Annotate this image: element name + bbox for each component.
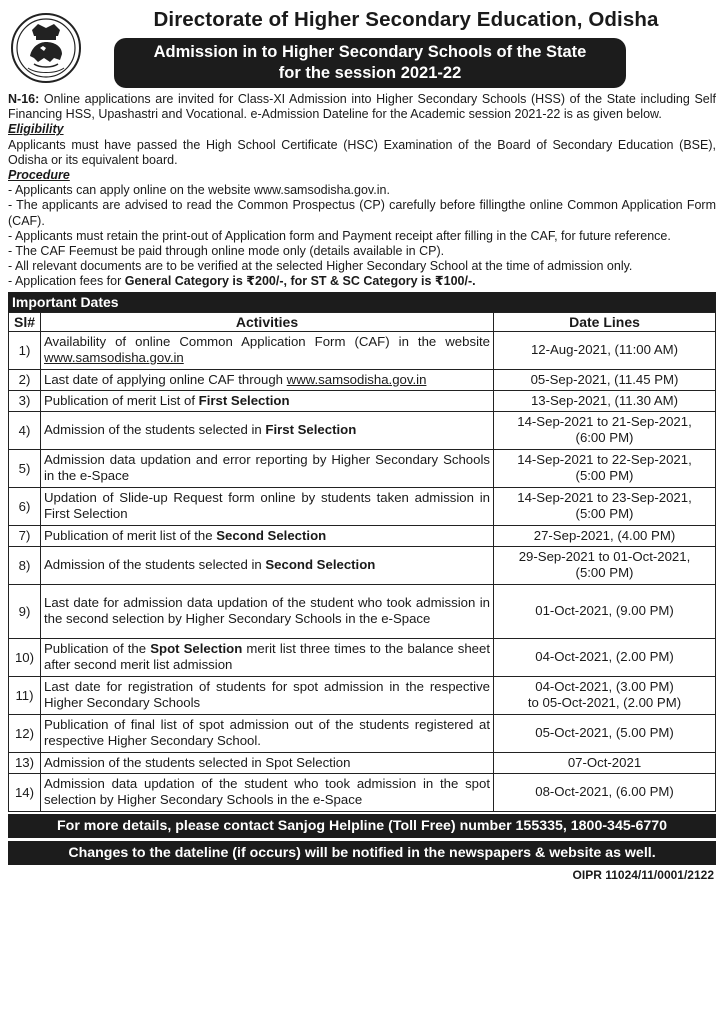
table-row bbox=[9, 369, 716, 390]
dateline-line-2: (5:00 PM) bbox=[575, 468, 634, 484]
activity-text: Publication of merit List of bbox=[44, 392, 199, 408]
important-dates-table bbox=[8, 312, 716, 812]
procedure-heading: Procedure bbox=[8, 168, 70, 183]
row-dateline bbox=[494, 487, 716, 525]
row-activity bbox=[41, 411, 494, 449]
row-activity bbox=[41, 584, 494, 638]
table-row bbox=[9, 584, 716, 638]
dateline-line-2: (5:00 PM) bbox=[575, 565, 634, 581]
dateline-line-2: (5:00 PM) bbox=[575, 506, 634, 522]
table-row bbox=[9, 487, 716, 525]
dateline-line-2: (6:00 PM) bbox=[575, 430, 634, 446]
dateline-line-1: 04-Oct-2021, (3.00 PM) bbox=[535, 679, 674, 695]
table-row bbox=[9, 773, 716, 811]
row-dateline bbox=[494, 546, 716, 584]
row-sl-number: 9) bbox=[9, 584, 41, 638]
procedure-item: - The CAF Feemust be paid through online mode only (details available in CP). bbox=[8, 244, 445, 259]
fees-amounts: General Category is ₹200/-, for ST & SC Category is ₹100/-. bbox=[124, 274, 476, 289]
activity-emphasis: Second Selection bbox=[265, 557, 376, 573]
row-dateline bbox=[494, 411, 716, 449]
dateline-line-1: 04-Oct-2021, (2.00 PM) bbox=[535, 649, 674, 665]
oipr-reference: OIPR 11024/11/0001/2122 bbox=[572, 867, 714, 882]
table-row bbox=[9, 411, 716, 449]
row-dateline bbox=[494, 752, 716, 773]
row-dateline bbox=[494, 584, 716, 638]
dateline-line-1: 27-Sep-2021, (4.00 PM) bbox=[533, 527, 676, 543]
changes-notice-bar: Changes to the dateline (if occurs) will be notified in the newspapers & website as well. bbox=[8, 841, 716, 865]
table-header-row bbox=[9, 312, 716, 331]
dateline-line-1: 14-Sep-2021 to 22-Sep-2021, bbox=[517, 452, 692, 468]
row-activity bbox=[41, 390, 494, 411]
page-title: Directorate of Higher Secondary Education, Odisha bbox=[153, 8, 659, 31]
table-row bbox=[9, 331, 716, 369]
row-dateline bbox=[494, 331, 716, 369]
col-header-activities: Activities bbox=[41, 312, 494, 331]
procedure-item: - Applicants can apply online on the website www.samsodisha.gov.in. bbox=[8, 183, 390, 198]
eligibility-heading: Eligibility bbox=[8, 122, 64, 137]
table-row bbox=[9, 714, 716, 752]
activity-text: Admission data updation and error reporting by Higher Secondary Schools in the e-Space bbox=[44, 452, 490, 484]
dateline-line-1: 12-Aug-2021, (11:00 AM) bbox=[530, 342, 679, 358]
dateline-line-2: to 05-Oct-2021, (2.00 PM) bbox=[527, 695, 682, 711]
row-activity bbox=[41, 331, 494, 369]
intro-paragraph bbox=[8, 92, 716, 122]
row-activity bbox=[41, 714, 494, 752]
row-dateline bbox=[494, 638, 716, 676]
odisha-state-emblem-icon bbox=[10, 12, 82, 84]
activity-text-suffix: merit list three times to the balance sheet after second merit list admission bbox=[44, 641, 491, 673]
row-dateline bbox=[494, 773, 716, 811]
activity-emphasis: Second Selection bbox=[216, 527, 327, 543]
row-activity bbox=[41, 546, 494, 584]
table-row bbox=[9, 752, 716, 773]
table-row bbox=[9, 449, 716, 487]
website-link[interactable]: www.samsodisha.gov.in bbox=[44, 350, 184, 366]
activity-text: Last date of applying online CAF through bbox=[44, 371, 287, 387]
row-dateline bbox=[494, 369, 716, 390]
dateline-line-1: 29-Sep-2021 to 01-Oct-2021, bbox=[518, 549, 691, 565]
row-dateline bbox=[494, 676, 716, 714]
row-sl-number: 2) bbox=[9, 369, 41, 390]
procedure-item: - Applicants must retain the print-out of Application form and Payment receipt after filling in the CAF, for future reference. bbox=[8, 228, 671, 243]
activity-text: Last date for registration of students for spot admission in the respective Higher Secondary Schools bbox=[44, 679, 490, 711]
dateline-line-1: 13-Sep-2021, (11.30 AM) bbox=[530, 392, 679, 408]
table-row bbox=[9, 546, 716, 584]
row-dateline bbox=[494, 449, 716, 487]
row-sl-number: 7) bbox=[9, 525, 41, 546]
activity-emphasis: First Selection bbox=[265, 422, 357, 438]
dateline-line-1: 01-Oct-2021, (9.00 PM) bbox=[535, 603, 674, 619]
row-sl-number: 5) bbox=[9, 449, 41, 487]
activity-text: Admission of the students selected in bbox=[44, 557, 266, 573]
row-sl-number: 3) bbox=[9, 390, 41, 411]
row-sl-number: 11) bbox=[9, 676, 41, 714]
header bbox=[8, 6, 716, 92]
row-activity bbox=[41, 638, 494, 676]
helpline-bar: For more details, please contact Sanjog Helpline (Toll Free) number 155335, 1800-345-6770 bbox=[8, 814, 716, 838]
row-sl-number: 8) bbox=[9, 546, 41, 584]
dateline-line-1: 14-Sep-2021 to 23-Sep-2021, bbox=[517, 490, 692, 506]
activity-emphasis: First Selection bbox=[198, 392, 290, 408]
session-banner bbox=[114, 38, 626, 88]
row-sl-number: 12) bbox=[9, 714, 41, 752]
activity-text: Last date for admission data updation of the student who took admission in the second selection by Higher Secondary Schools in the e-Space bbox=[44, 595, 490, 627]
col-header-dates: Date Lines bbox=[494, 312, 716, 331]
activity-text: Updation of Slide-up Request form online by students taken admission in First Selection bbox=[44, 490, 490, 522]
row-sl-number: 4) bbox=[9, 411, 41, 449]
row-sl-number: 10) bbox=[9, 638, 41, 676]
dateline-line-1: 07-Oct-2021 bbox=[567, 754, 642, 770]
row-dateline bbox=[494, 525, 716, 546]
row-activity bbox=[41, 773, 494, 811]
activity-text: Admission of the students selected in bbox=[44, 422, 266, 438]
row-activity bbox=[41, 752, 494, 773]
activity-text: Publication of merit list of the bbox=[44, 527, 217, 543]
procedure-list bbox=[8, 183, 716, 289]
activity-emphasis: Spot Selection bbox=[150, 641, 243, 657]
row-dateline bbox=[494, 390, 716, 411]
procedure-item-fees bbox=[8, 274, 716, 289]
table-row bbox=[9, 390, 716, 411]
row-dateline bbox=[494, 714, 716, 752]
banner-line-1: Admission in to Higher Secondary Schools of the State bbox=[153, 43, 587, 61]
table-row bbox=[9, 638, 716, 676]
row-activity bbox=[41, 369, 494, 390]
row-activity bbox=[41, 487, 494, 525]
website-link[interactable]: www.samsodisha.gov.in bbox=[286, 371, 427, 387]
activity-text: Availability of online Common Application Form (CAF) in the website bbox=[44, 334, 490, 350]
intro-text: Online applications are invited for Class-XI Admission into Higher Secondary Schools (HSS) of the State including Self Financing HSS, Upashastri and Vocational. e-Admission Dateline for the Academic session 2021-22 is as given below. bbox=[8, 92, 716, 122]
procedure-item: - All relevant documents are to be verified at the selected Higher Secondary School at the time of admission only. bbox=[8, 259, 633, 274]
activity-text: Publication of final list of spot admission out of the students registered at respective Higher Secondary School. bbox=[44, 717, 490, 749]
table-row bbox=[9, 525, 716, 546]
dateline-line-1: 05-Sep-2021, (11.45 PM) bbox=[530, 371, 679, 387]
row-activity bbox=[41, 525, 494, 546]
banner-line-2: for the session 2021-22 bbox=[278, 64, 462, 82]
dateline-line-1: 14-Sep-2021 to 21-Sep-2021, bbox=[517, 414, 692, 430]
activity-text: Admission of the students selected in Spot Selection bbox=[44, 754, 351, 770]
eligibility-text: Applicants must have passed the High School Certificate (HSC) Examination of the Board of Secondary Education (BSE), Odisha or its equivalent board. bbox=[8, 137, 716, 167]
activity-text: Admission data updation of the student who took admission in the spot selection by Higher Secondary Schools in the e-Space bbox=[44, 776, 490, 808]
procedure-item: - The applicants are advised to read the Common Prospectus (CP) carefully before fillingthe online Common Application Form (CAF). bbox=[8, 198, 716, 228]
row-sl-number: 13) bbox=[9, 752, 41, 773]
row-sl-number: 6) bbox=[9, 487, 41, 525]
dateline-line-1: 08-Oct-2021, (6.00 PM) bbox=[535, 784, 674, 800]
row-sl-number: 1) bbox=[9, 331, 41, 369]
notice-code: N-16: bbox=[8, 92, 40, 106]
activity-text: Publication of the bbox=[44, 641, 151, 657]
col-header-sl: Sl# bbox=[9, 312, 41, 331]
table-row bbox=[9, 676, 716, 714]
row-activity bbox=[41, 449, 494, 487]
important-dates-heading: Important Dates bbox=[8, 292, 716, 312]
row-activity bbox=[41, 676, 494, 714]
dateline-line-1: 05-Oct-2021, (5.00 PM) bbox=[535, 725, 674, 741]
row-sl-number: 14) bbox=[9, 773, 41, 811]
fees-prefix: - Application fees for bbox=[8, 274, 125, 289]
